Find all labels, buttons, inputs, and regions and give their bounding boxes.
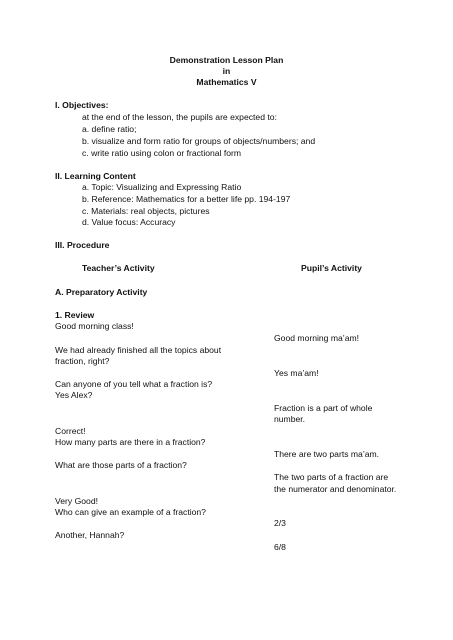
teacher-line: Who can give an example of a fraction? [55, 507, 206, 517]
teacher-line: Correct! [55, 426, 86, 436]
learning-content-item: a. Topic: Visualizing and Expressing Ratio [82, 182, 242, 192]
teacher-line: How many parts are there in a fraction? [55, 437, 206, 447]
learning-content-item: d. Value focus: Accuracy [82, 217, 176, 227]
objective-item: c. write ratio using colon or fractional form [82, 148, 242, 158]
preparatory-activity-heading: A. Preparatory Activity [55, 287, 148, 297]
pupil-line: Fraction is a part of whole [274, 403, 373, 413]
teacher-line: Good morning class! [55, 321, 134, 331]
procedure-heading: III. Procedure [55, 240, 110, 250]
pupil-activity-header: Pupil’s Activity [301, 263, 362, 273]
teacher-line: Another, Hannah? [55, 530, 125, 540]
learning-content-item: b. Reference: Mathematics for a better life pp. 194-197 [82, 194, 291, 204]
document-subject: Mathematics V [196, 77, 257, 87]
pupil-line: Yes ma’am! [274, 368, 319, 378]
document-title-in: in [222, 66, 231, 76]
objective-item: b. visualize and form ratio for groups of objects/numbers; and [82, 136, 316, 146]
document-title: Demonstration Lesson Plan [169, 55, 284, 65]
pupil-line: The two parts of a fraction are [274, 472, 389, 482]
teacher-line: We had already finished all the topics about [55, 345, 222, 355]
teacher-line: What are those parts of a fraction? [55, 460, 187, 470]
teacher-line: Yes Alex? [55, 390, 93, 400]
learning-content-item: c. Materials: real objects, pictures [82, 206, 210, 216]
review-heading: 1. Review [55, 310, 95, 320]
objectives-intro: at the end of the lesson, the pupils are expected to: [82, 112, 277, 122]
teacher-line: Can anyone of you tell what a fraction is? [55, 379, 213, 389]
teacher-line: Very Good! [55, 496, 98, 506]
learning-content-heading: II. Learning Content [55, 171, 136, 181]
pupil-line: the numerator and denominator. [274, 484, 397, 494]
pupil-line: 2/3 [274, 518, 286, 528]
pupil-line: 6/8 [274, 542, 286, 552]
pupil-line: number. [274, 414, 306, 424]
pupil-line: There are two parts ma’am. [274, 449, 380, 459]
objectives-heading: I. Objectives: [55, 100, 109, 110]
pupil-line: Good morning ma’am! [274, 333, 360, 343]
teacher-activity-header: Teacher’s Activity [82, 263, 155, 273]
teacher-line: fraction, right? [55, 356, 110, 366]
objective-item: a. define ratio; [82, 124, 137, 134]
